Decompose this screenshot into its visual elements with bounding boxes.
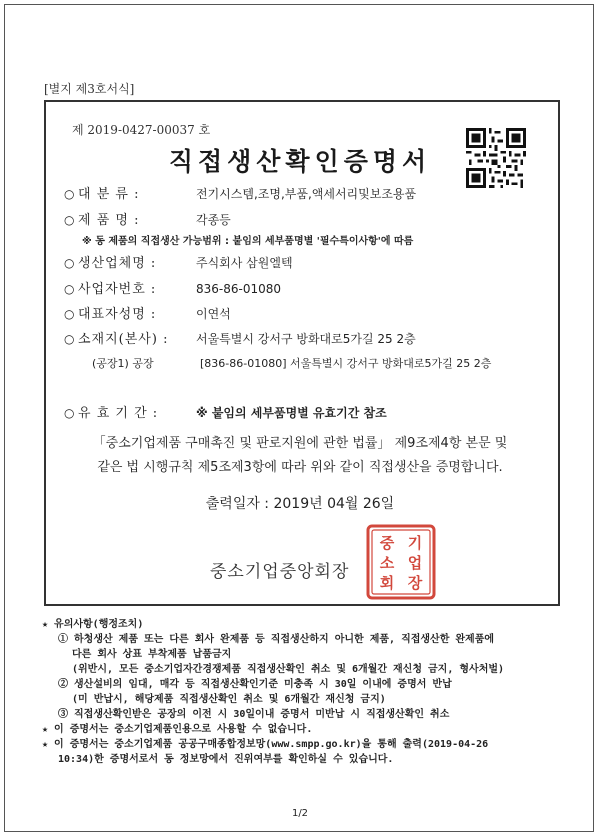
field-label: (공장1) 공장 (92, 357, 154, 370)
field-address (64, 328, 416, 346)
certification-statement (80, 432, 520, 480)
issuer-name: 중소기업중앙회장 (210, 562, 350, 582)
seal-char: 회 (379, 574, 395, 592)
note-line: 10:34)한 증명서로서 동 정보망에서 진위여부를 확인하실 수 있습니다. (58, 754, 394, 765)
field-label: 생산업체명 : (78, 256, 157, 271)
note-line: ★ 유의사항(행정조치) (42, 619, 144, 630)
production-scope-note: ※ 동 제품의 직접생산 가능범위 : 붙임의 세부품명별 '필수특이사항'에 따름 (82, 236, 414, 247)
seal-char: 업 (407, 554, 423, 572)
note-line: 다른 회사 상표 부착제품 납품금지 (72, 649, 232, 660)
field-value: 이연석 (196, 307, 231, 321)
field-label: 유 효 기 간 : (78, 406, 159, 421)
field-factory (92, 355, 491, 371)
seal-char: 소 (379, 554, 395, 572)
field-product (64, 209, 231, 227)
certificate-number: 제 2019-0427-00037 호 (72, 123, 211, 137)
notes-section (42, 617, 567, 767)
note-line: ② 생산설비의 임대, 매각 등 직접생산확인기준 미충족 시 30일 이내에 증명서 반납 (58, 679, 452, 690)
seal-char: 중 (379, 534, 395, 552)
bullet-icon: ○ (64, 256, 75, 270)
form-label: [별지 제3호서식] (44, 82, 135, 96)
bullet-icon: ○ (64, 307, 75, 321)
bullet-icon: ○ (64, 282, 75, 296)
qr-code-icon (466, 128, 526, 188)
field-label: 사업자번호 : (78, 282, 157, 297)
issue-date: 출력일자 : 2019년 04월 26일 (205, 496, 395, 512)
field-value: 전기시스템,조명,부품,액세서리및보조용품 (196, 187, 417, 201)
field-label: 제 품 명 : (78, 213, 140, 228)
field-value: [836-86-01080] 서울특별시 강서구 방화대로5가길 25 2층 (200, 357, 492, 370)
field-value: 각종등 (196, 213, 231, 227)
field-business-number (64, 278, 281, 296)
field-label: 대 분 류 : (78, 187, 140, 202)
field-value: 서울특별시 강서구 방화대로5가길 25 2층 (196, 332, 416, 346)
field-label: 소재지(본사) : (78, 332, 169, 347)
bullet-icon: ○ (64, 406, 75, 420)
field-value: 주식회사 삼원엘텍 (196, 256, 293, 270)
field-label: 대표자성명 : (78, 307, 157, 322)
document-title: 직접생산확인증명서 (168, 147, 432, 176)
field-category (64, 183, 416, 201)
note-line: (미 반납시, 해당제품 직접생산확인 취소 및 6개월간 재신청 금지) (72, 694, 386, 705)
statement-line: 「중소기업제품 구매촉진 및 판로지원에 관한 법률」 제9조제4항 본문 및 (92, 436, 508, 451)
note-line: ① 하청생산 제품 또는 다른 회사 완제품 등 직접생산하지 아니한 제품, 직접생산한 완제품에 (58, 634, 495, 645)
field-ceo-name (64, 303, 231, 321)
bullet-icon: ○ (64, 213, 75, 227)
seal-char: 기 (407, 534, 423, 552)
statement-line: 같은 법 시행규칙 제5조제3항에 따라 위와 같이 직접생산을 증명합니다. (97, 460, 503, 475)
seal-char: 장 (407, 574, 423, 592)
note-line: ★ 이 증명서는 중소기업제품인용으로 사용할 수 없습니다. (42, 724, 313, 735)
field-value: ※ 붙임의 세부품명별 유효기간 참조 (196, 406, 387, 420)
page-number: 1/2 (291, 808, 309, 819)
bullet-icon: ○ (64, 187, 75, 201)
note-line: ★ 이 증명서는 중소기업제품 공공구매종합정보망(www.smpp.go.kr)을 통해 출력(2019-04-26 (42, 739, 489, 750)
official-seal-icon (366, 524, 436, 600)
note-line: (위반시, 모든 중소기업자간경쟁제품 직접생산확인 취소 및 6개월간 재신청 금지, 형사처벌) (72, 664, 505, 675)
field-company (64, 252, 293, 270)
field-validity (64, 402, 387, 420)
note-line: ③ 직접생산확인받은 공장의 이전 시 30일이내 증명서 미반납 시 직접생산확인 취소 (58, 709, 450, 720)
bullet-icon: ○ (64, 332, 75, 346)
field-value: 836-86-01080 (196, 282, 282, 296)
